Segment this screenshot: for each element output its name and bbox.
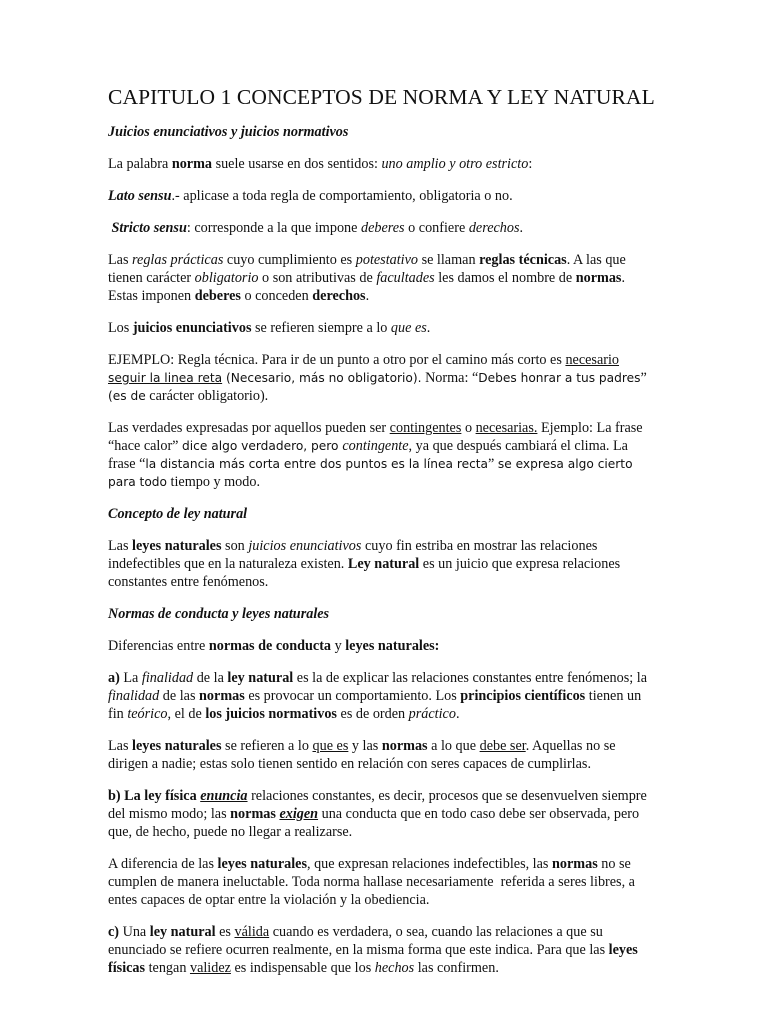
bold-term: normas de conducta (208, 638, 332, 654)
paragraph-item-c (108, 923, 656, 977)
paragraph-diferencias (108, 637, 656, 655)
bold-term: principios científicos (460, 688, 586, 704)
underlined-term: debe ser (479, 738, 526, 754)
bold-term: normas (552, 856, 598, 872)
text-run: es de orden (336, 706, 409, 722)
text-run: o son atributivas de (258, 270, 377, 286)
italic-term: teórico (127, 706, 168, 722)
text-run: La (119, 670, 142, 686)
text-run: de las (159, 688, 200, 704)
text-run: . (365, 288, 370, 304)
underlined-term: seguir la linea reta (108, 371, 223, 385)
bold-term: normas (381, 738, 428, 754)
text-run: tiempo y modo. (167, 474, 261, 490)
text-run: y (331, 638, 346, 654)
italic-term: exigen (279, 806, 319, 822)
italic-term: uno amplio y otro estricto (381, 156, 529, 172)
italic-term: deberes (360, 220, 405, 236)
text-run: cuyo fin estriba en mostrar las relaciones indefectibles que en la naturaleza existen. (108, 538, 598, 572)
bold-term: ley natural (149, 924, 216, 940)
list-marker: a) (108, 670, 120, 686)
paragraph-ejemplo: EJEMPLO: Regla técnica. Para ir de un punto a otro por el camino más corto es necesario seguir la linea reta (Necesario, más no obligatorio). Norma: “Debes honrar a tus padres” (es de carácter obligatorio). (108, 352, 647, 404)
underlined-term: que es (312, 738, 349, 754)
text-run: . Estas imponen (108, 270, 625, 304)
text-run: (es de (108, 389, 146, 403)
text-run: (Necesario, más no obligatorio). (222, 371, 422, 385)
paragraph-diferencia-normas (108, 855, 656, 909)
text-run: . A las que tienen carácter (108, 252, 626, 286)
italic-term: que es (390, 320, 427, 336)
text-run: y las (348, 738, 382, 754)
text-run: Las (108, 252, 133, 268)
text-run: . (455, 706, 460, 722)
paragraph-leyes-naturales (108, 537, 656, 591)
italic-term: práctico (408, 706, 456, 722)
section-heading-juicios: Juicios enunciativos y juicios normativos (108, 124, 349, 140)
text-run: Las verdades expresadas por aquellos pueden ser (108, 420, 390, 436)
text-run: A diferencia de las (108, 856, 218, 872)
italic-term: Lato sensu (108, 188, 172, 204)
italic-term: finalidad (108, 688, 160, 704)
paragraph-lato-sensu (108, 187, 656, 205)
text-run: Los (108, 320, 133, 336)
text-run: se llaman (418, 252, 480, 268)
italic-term: potestativo (355, 252, 419, 268)
bold-term: norma (171, 156, 213, 172)
text-run: son (221, 538, 249, 554)
paragraph-reglas-practicas (108, 251, 656, 305)
text-run: , ya que después cambiará el clima. La frase “ (108, 438, 628, 472)
text-run: las confirmen. (414, 960, 499, 976)
paragraph-item-a (108, 669, 656, 723)
text-run: Debes honrar a tus padres (478, 371, 641, 385)
text-run: . Aquellas no se dirigen a nadie; estas solo tienen sentido en relación con seres capaces de cumplirlas. (108, 738, 616, 772)
text-run: Las (108, 738, 133, 754)
paragraph-item-b (108, 787, 656, 841)
text-run: es indispensable que los (230, 960, 375, 976)
italic-term: obligatorio (194, 270, 259, 286)
text-run: : corresponde a la que impone (186, 220, 361, 236)
bold-term: ley natural (227, 670, 294, 686)
text-run: Norma: “ (421, 370, 479, 386)
text-run: Las (108, 538, 133, 554)
text-run: tienen un fin (108, 688, 642, 722)
bold-term: leyes naturales (132, 538, 222, 554)
paragraph-stricto-sensu (108, 219, 656, 237)
bold-term: normas (199, 688, 245, 704)
bold-term: leyes físicas (108, 942, 638, 976)
text-run: cuyo cumplimiento es (223, 252, 356, 268)
underlined-term: válida (234, 924, 270, 940)
text-run: cuando es verdadera, o sea, cuando las relaciones a que su enunciado se refiere ocurren realmente, en la misma forma que este indica. Para que las (108, 924, 609, 958)
paragraph-norma-sentidos (108, 155, 656, 173)
text-run: , que expresan relaciones indefectibles, las (306, 856, 552, 872)
bold-term: leyes naturales (217, 856, 307, 872)
text-run: se refieren siempre a lo (251, 320, 391, 336)
text-run: relaciones constantes, es decir, procesos que se desenvuelven siempre del mismo modo; las (108, 788, 647, 822)
underlined-term: contingentes (389, 420, 462, 436)
bold-term: normas (230, 806, 276, 822)
bold-term: reglas técnicas (479, 252, 567, 268)
underlined-term: necesarias. (475, 420, 538, 436)
chapter-title: CAPITULO 1 CONCEPTOS DE NORMA Y LEY NATURAL (108, 85, 655, 109)
bold-term: derechos (312, 288, 366, 304)
text-run: : (528, 156, 533, 172)
text-run: Ejemplo: La frase “hace calor” (108, 420, 643, 454)
text-run: . (519, 220, 524, 236)
italic-term: reglas prácticas (132, 252, 224, 268)
bold-underlined-term (200, 788, 247, 804)
text-run: de la (193, 670, 228, 686)
text-run: Diferencias entre (108, 638, 209, 654)
bold-term: normas (575, 270, 622, 286)
bold-term: deberes (194, 288, 241, 304)
text-run: les damos el nombre de (434, 270, 576, 286)
bold-underlined-term (279, 806, 318, 822)
text-run: EJEMPLO: Regla técnica. Para ir de un punto a otro por el camino más corto es (108, 352, 566, 368)
text-run: La palabra (108, 156, 172, 172)
text-run: es un juicio que expresa relaciones constantes entre fenómenos. (108, 556, 621, 590)
bold-term: juicios enunciativos (132, 320, 252, 336)
bold-term (108, 188, 171, 204)
text-run: se expresa algo cierto para todo (108, 457, 633, 489)
text-run: , el de (167, 706, 206, 722)
text-run: es provocar un comportamiento. Los (244, 688, 461, 704)
text-run: una conducta que en todo caso debe ser observada, pero que, de hecho, puede no llegar a realizarse. (108, 806, 640, 840)
italic-term: contingente (342, 438, 409, 454)
italic-term: Stricto sensu (108, 220, 187, 236)
italic-term: facultades (376, 270, 435, 286)
text-run: o conceden (240, 288, 313, 304)
text-run: dice algo verdadero, pero (182, 439, 343, 453)
italic-term: juicios enunciativos (248, 538, 362, 554)
bold-term: Ley natural (347, 556, 420, 572)
text-run: a lo que (427, 738, 480, 754)
text-run: es la de explicar las relaciones constantes entre fenómenos; la (293, 670, 647, 686)
italic-term: hechos (374, 960, 415, 976)
italic-term: finalidad (141, 670, 194, 686)
text-run: se refieren a lo (221, 738, 313, 754)
paragraph-verdades (108, 419, 656, 491)
text-run: ” (640, 370, 647, 386)
document-body (108, 84, 656, 991)
list-marker: c) (108, 924, 120, 940)
bold-term: los juicios normativos (205, 706, 337, 722)
bold-term (108, 220, 187, 236)
bold-term: leyes naturales (132, 738, 222, 754)
text-run: o confiere (404, 220, 469, 236)
text-run: suele usarse en dos sentidos: (212, 156, 382, 172)
bold-term: leyes naturales: (345, 638, 440, 654)
text-run: o (461, 420, 476, 436)
paragraph-juicios-enunciativos (108, 319, 656, 337)
text-run: Una (119, 924, 150, 940)
text-run: es (215, 924, 235, 940)
paragraph-que-es-debe-ser (108, 737, 656, 773)
bold-term: b) La ley física (108, 788, 201, 804)
section-heading-normas-conducta: Normas de conducta y leyes naturales (108, 606, 330, 622)
text-run: . (426, 320, 431, 336)
text-run: .- aplicase a toda regla de comportamiento, obligatoria o no. (171, 188, 513, 204)
italic-term: derechos (468, 220, 520, 236)
text-run: la distancia más corta entre dos puntos es la línea recta (145, 457, 489, 471)
underlined-term: necesario (565, 352, 620, 368)
italic-term: enuncia (200, 788, 248, 804)
underlined-term: validez (189, 960, 231, 976)
text-run: tengan (145, 960, 190, 976)
section-heading-ley-natural: Concepto de ley natural (108, 506, 248, 522)
text-run: ” (488, 456, 498, 472)
text-run: no se cumplen de manera ineluctable. Toda norma hallase necesariamente referida a seres libres, a entes capaces de optar entre la violación y la obediencia. (108, 856, 639, 908)
